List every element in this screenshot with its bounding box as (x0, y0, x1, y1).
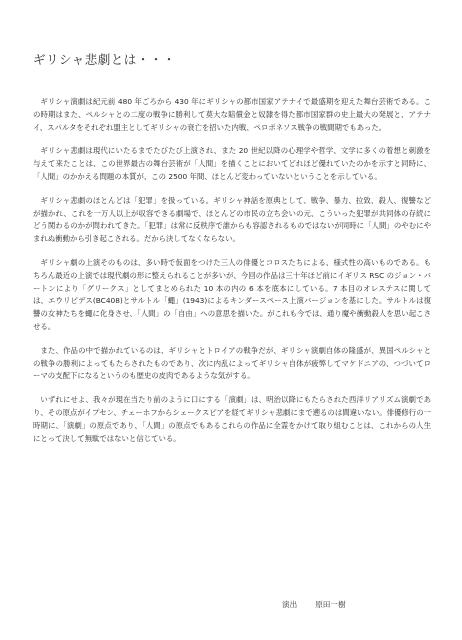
paragraph-4: ギリシャ劇の上演そのものは、多い時で仮面をつけた三人の俳優とコロスたちによる、様式性の高いものである。もちろん最近の上演では現代劇の形に整えられることが多いが、今回の作品は三十年ほど前にイギリス RSC のジョン・バートンにより「グリークス」としてまとめられた 10 本の内の 6 本を底本にしている。7 本目のオレステスに関しては、エウリピデス(BC408)とサルトル「蠅」(1943)によるキンダースペース上演バージョンを基にした。サルトルは復讐の女神たちを蠅に化身させ、「人間」の「自由」への意思を描いた。がこれも今では、通り魔や衝動殺人を思い起こさせる。 (33, 257, 431, 331)
signature-name: 原田一樹 (315, 600, 346, 609)
paragraph-5: また、作品の中で描かれているのは、ギリシャとトロイアの戦争だが、ギリシャ演劇自体の隆盛が、異国ペルシャとの戦争の勝利によってもたらされたものであり、次に内乱によってギリシャ自体が疲弊してマケドニアの、つづいてローマの支配下になるというのも歴史の皮肉であるような気がする。 (33, 345, 431, 381)
paragraph-6: いずれにせよ、我々が現在当たり前のように口にする「演劇」は、明治以降にもたらされた西洋リアリズム演劇であり、その原点がイプセン、チェーホフからシェークスピアを経てギリシャ悲劇にまで遡るのは間違いない。俳優修行の一時期に、「演劇」の原点であり、「人間」の原点でもあるこれらの作品に全霊をかけて取り組むことは、これからの人生にとって決して無駄ではないと信じている。 (33, 395, 431, 443)
signature (282, 599, 346, 610)
paragraph-1: ギリシャ演劇は紀元前 480 年ごろから 430 年にギリシャの都市国家アテナイで最盛期を迎えた舞台芸術である。この時期はまた、ペルシャとの二度の戦争に勝利して莫大な賠償金と奴隷を得た都市国家群の史上最大の発展と、アテナイ、スパルタをそれぞれ盟主としてギリシャの衰亡を招いた内戦、ペロポネソス戦争の戦間期でもあった。 (33, 97, 431, 132)
body-text (33, 96, 431, 456)
signature-role: 演出 (282, 600, 298, 609)
paragraph-2: ギリシャ悲劇は現代にいたるまでたびたび上演され、また 20 世紀以降の心理学や哲学、文学に多くの着想と刺激を与えて来たことは、この世界最古の舞台芸術が「人間」を描くことにおいてどれほど優れていたのかを示すと同時に、「人間」のかかえる問題の本質が、この 2500 年間、ほとんど変わっていないということを示している。 (33, 146, 431, 181)
page-title: ギリシャ悲劇とは・・・ (33, 52, 176, 67)
paragraph-3: ギリシャ悲劇のほとんどは「犯罪」を扱っている。ギリシャ神話を原典として、戦争、暴力、拉致、殺人、復讐などが描かれ、これを一万人以上が収容できる劇場で、ほとんどの市民の立ち会いの元、こういった犯罪が共同体の存続にどう関わるのかが問われてきた。「犯罪」は常に反秩序で誰からも容認されるものではないが同時に「人間」のやむにやまれぬ衝動から引き起こされる。だから決してなくならない。 (33, 195, 431, 244)
